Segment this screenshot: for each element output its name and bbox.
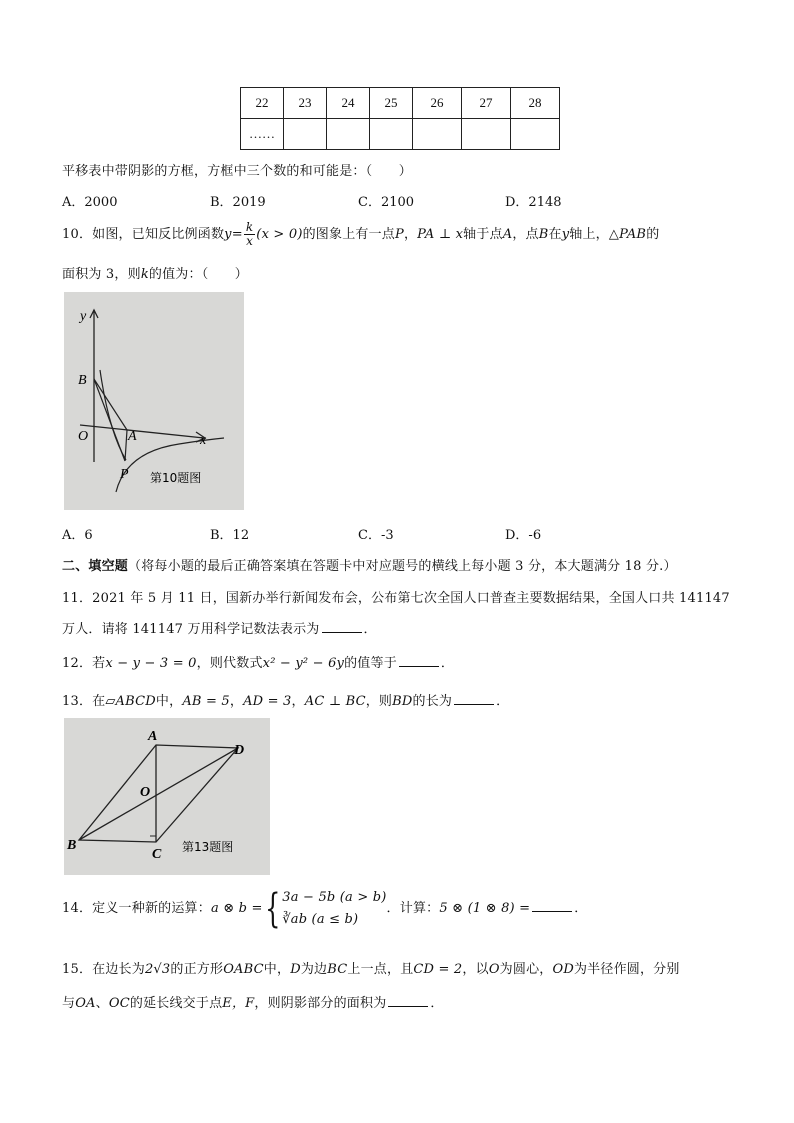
text: 中， bbox=[263, 962, 291, 977]
math-var: PA bbox=[417, 227, 435, 242]
text: ． bbox=[430, 996, 444, 1011]
label-P: P bbox=[120, 467, 129, 482]
table-cell: …… bbox=[241, 119, 284, 150]
text: 轴上，△ bbox=[569, 227, 620, 242]
text: ，点 bbox=[512, 227, 539, 242]
section-heading bbox=[62, 555, 677, 574]
text: ，则阴影部分的面积为 bbox=[254, 996, 387, 1011]
text: ． bbox=[574, 901, 588, 916]
math-var: B bbox=[538, 227, 549, 242]
label-A: A bbox=[148, 729, 158, 744]
q10-option-d: D．-6 bbox=[505, 528, 542, 543]
math-expr: 2√3 bbox=[144, 962, 171, 977]
figure-caption: 第13题图 bbox=[182, 840, 234, 854]
q11-line2 bbox=[62, 618, 377, 637]
text: 万人．请将 141147 万用科学记数法表示为 bbox=[62, 622, 320, 637]
section-note: （将每小题的最后正确答案填在答题卡中对应题号的横线上每小题 3 分，本大题满分 18 分.） bbox=[128, 559, 677, 574]
table-cell bbox=[511, 119, 560, 150]
text: ． bbox=[440, 656, 455, 671]
table-cell: 22 bbox=[241, 88, 284, 119]
denominator: x bbox=[246, 234, 254, 248]
text: ．计算： bbox=[386, 901, 440, 916]
case-2: ∛ab (a ≤ b) bbox=[282, 911, 359, 927]
q9-stem: 平移表中带阴影的方框，方框中三个数的和可能是：（ ） bbox=[62, 164, 412, 179]
text: 与 bbox=[62, 996, 76, 1011]
q10-option-b: B．12 bbox=[210, 528, 250, 543]
figure-q13 bbox=[64, 718, 270, 875]
piecewise-cases bbox=[282, 887, 386, 931]
q10-stem-line1 bbox=[62, 220, 659, 250]
text: 的值等于 bbox=[344, 656, 397, 671]
q13: 13．在▱ABCD中，AB = 5，AD = 3，AC ⊥ BC，则BD的长为 ． bbox=[62, 694, 510, 709]
label-B: B bbox=[67, 838, 77, 853]
table-cell bbox=[370, 119, 413, 150]
figure-q13-drawing bbox=[64, 718, 270, 875]
answer-blank[interactable] bbox=[454, 692, 494, 705]
table-cell: 26 bbox=[413, 88, 462, 119]
q10-stem-line2 bbox=[62, 263, 248, 282]
text: 中， bbox=[155, 694, 183, 709]
text: 的 bbox=[646, 227, 660, 242]
math-var: x bbox=[455, 227, 464, 242]
section-title: 二、填空题 bbox=[62, 559, 129, 574]
label-B: B bbox=[78, 373, 87, 388]
table-cell: 25 bbox=[370, 88, 413, 119]
label-C: C bbox=[152, 847, 162, 862]
numerator: k bbox=[245, 220, 254, 234]
question-number: 10． bbox=[62, 227, 93, 242]
text: ． bbox=[363, 622, 377, 637]
q10-option-c: C．-3 bbox=[358, 528, 394, 543]
text: 的正方形 bbox=[170, 962, 224, 977]
math-var: y bbox=[224, 227, 232, 242]
q11-line1: 11．2021 年 5 月 11 日，国新办举行新闻发布会，公布第七次全国人口普查主要数据结果，全国人口共 141147 bbox=[62, 591, 730, 606]
label-y: y bbox=[80, 309, 87, 324]
math-var: P bbox=[395, 227, 404, 242]
q9-option-c: C．2100 bbox=[358, 195, 415, 210]
math-var: A bbox=[502, 227, 513, 242]
table-cell: 27 bbox=[462, 88, 511, 119]
number-table bbox=[240, 87, 560, 150]
math-var: OC bbox=[108, 996, 130, 1011]
q15-line1 bbox=[62, 958, 680, 977]
math-var: y bbox=[561, 227, 570, 242]
table-cell bbox=[327, 119, 370, 150]
brace-symbol: { bbox=[264, 885, 281, 932]
math-expr: CD = 2 bbox=[413, 962, 463, 977]
table-row bbox=[241, 88, 560, 119]
figure-q10 bbox=[64, 292, 244, 510]
math-expr: a ⊗ b = bbox=[210, 901, 263, 916]
text: 为边 bbox=[300, 962, 328, 977]
text: ，则 bbox=[365, 694, 393, 709]
text: 轴于点 bbox=[463, 227, 503, 242]
math-var: PAB bbox=[619, 227, 647, 242]
math-var: O bbox=[488, 962, 500, 977]
math-var: D bbox=[290, 962, 301, 977]
math-cond: (x > 0) bbox=[256, 227, 303, 242]
label-x: x bbox=[200, 433, 207, 448]
q15-line2 bbox=[62, 992, 444, 1011]
math-var: OD bbox=[552, 962, 574, 977]
text: 在 bbox=[548, 227, 562, 242]
figure-q10-drawing bbox=[64, 292, 244, 510]
q12 bbox=[62, 652, 454, 671]
text: 如图，已知反比例函数 bbox=[92, 227, 225, 242]
answer-blank[interactable] bbox=[399, 654, 439, 667]
q9-option-d: D．2148 bbox=[505, 195, 562, 210]
table-cell: 28 bbox=[511, 88, 560, 119]
text: 面积为 3，则 bbox=[62, 267, 141, 282]
q9-option-b: B．2019 bbox=[210, 195, 266, 210]
math-var: OA bbox=[75, 996, 96, 1011]
math-expr: ▱ABCD bbox=[105, 694, 156, 709]
label-D: D bbox=[234, 743, 245, 758]
label-A: A bbox=[128, 429, 137, 444]
text: 的图象上有一点 bbox=[302, 227, 396, 242]
text: ， bbox=[403, 227, 418, 242]
figure-caption: 第10题图 bbox=[150, 471, 202, 485]
label-O: O bbox=[140, 785, 151, 800]
math-var: BD bbox=[392, 694, 413, 709]
text: 15．在边长为 bbox=[62, 962, 145, 977]
text: 的长为 bbox=[412, 694, 453, 709]
label-O: O bbox=[78, 429, 89, 444]
text: ． bbox=[496, 694, 510, 709]
q9-option-a: A．2000 bbox=[62, 195, 118, 210]
math-expr: x − y − 3 = 0 bbox=[105, 656, 197, 671]
text: ， bbox=[229, 694, 244, 709]
math-var: E，F bbox=[222, 996, 255, 1011]
math-expr: AC ⊥ BC bbox=[304, 694, 366, 709]
math-expr: AB = 5 bbox=[182, 694, 230, 709]
answer-blank[interactable] bbox=[388, 994, 428, 1007]
fraction bbox=[244, 221, 255, 248]
case-1: 3a − 5b (a > b) bbox=[282, 889, 387, 905]
text: 上一点，且 bbox=[347, 962, 414, 977]
text: = bbox=[231, 227, 243, 242]
text: 、 bbox=[95, 996, 109, 1011]
table-cell: 24 bbox=[327, 88, 370, 119]
table-cell bbox=[413, 119, 462, 150]
table-row bbox=[241, 119, 560, 150]
text: 14．定义一种新的运算： bbox=[62, 901, 211, 916]
text: ⊥ bbox=[434, 227, 456, 242]
text: 13．在 bbox=[62, 694, 106, 709]
table-cell: 23 bbox=[284, 88, 327, 119]
math-expr: x² − y² − 6y bbox=[262, 656, 345, 671]
answer-blank[interactable] bbox=[532, 899, 572, 912]
math-expr: 5 ⊗ (1 ⊗ 8) = bbox=[439, 901, 531, 916]
text: 为半径作圆，分别 bbox=[573, 962, 680, 977]
table-cell bbox=[284, 119, 327, 150]
text: 的延长线交于点 bbox=[129, 996, 223, 1011]
q14 bbox=[62, 886, 587, 932]
text: 的值为：（ ） bbox=[148, 267, 248, 282]
text: ，以 bbox=[462, 962, 489, 977]
text: 为圆心， bbox=[499, 962, 553, 977]
answer-blank[interactable] bbox=[322, 620, 362, 633]
text: ，则代数式 bbox=[196, 656, 263, 671]
math-expr: AD = 3 bbox=[243, 694, 292, 709]
math-var: OABC bbox=[223, 962, 264, 977]
math-var: BC bbox=[327, 962, 348, 977]
math-var: k bbox=[140, 267, 149, 282]
text: 12．若 bbox=[62, 656, 106, 671]
table-cell bbox=[462, 119, 511, 150]
q10-option-a: A．6 bbox=[62, 528, 93, 543]
